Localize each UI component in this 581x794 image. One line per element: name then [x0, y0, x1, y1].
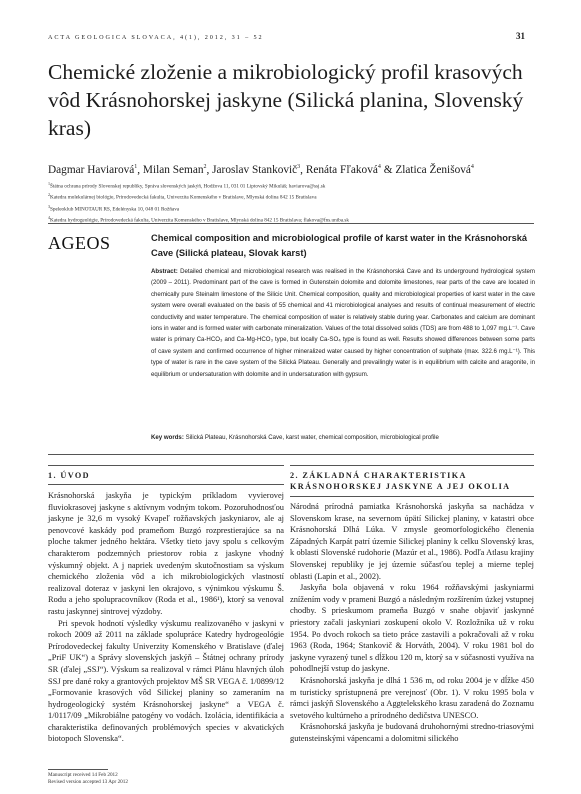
author-list [48, 160, 538, 177]
keywords-text: Silická Plateau, Krásnohorská Cave, karst water, chemical composition, microbiological profile [185, 434, 439, 441]
author: Jaroslav Stankovič$^3$, [212, 163, 306, 176]
paragraph: Národná prírodná pamiatka Krásnohorská jaskyňa sa nachádza v Slovenskom krase, na severnom úpätí Silickej planiny, v katastri obce Krásnohorská Dlhá Lúka. V zmysle geomorfologického členenia Západných Karpát patrí územie Silickej planiny k celku Slovenský kras, k oblasti Slovenské rudohorie (Mazúr et al., 1986). Podľa Atlasu krajiny Slovenskej republiky je jej územie súčasťou teplej a mierne teplej oblasti (Lapin et al., 2002). [290, 502, 534, 581]
page-number: 31 [516, 31, 525, 41]
section-heading-characteristics: 2. ZÁKLADNÁ CHARAKTERISTIKA KRÁSNOHORSKEJ JASKYNE A JEJ OKOLIA [290, 471, 511, 491]
section-rule [290, 465, 534, 466]
abstract-text: Detailed chemical and microbiological research was realised in the Krásnohorská Cave and its underground hydrological system (2009 – 2011). Predominant part of the cave is formed in Gutenstein dolomite and dolomite limestones, rear parts of the cave are located in chemically pure Steinalm limestone of the Silicic Unit. Chemical composition, quality and microbiological properties of karst water in the cave system were overall evaluated on the basis of 55 chemical and 41 microbiological analyses and results of continual measurement of electric conductivity and water temperature. The chemical composition of water is relatively stable during year. Carbonates and calcium are dominant ions in water and is formed water with carbonate mineralization. Values of the total dissolved solids (TDS) are from 488 to 1,097 mg.L⁻¹. Cave water is primary Ca-HCO₃ and Ca-Mg-HCO₃ type, but locally Ca-SO₄ type is found as well. Results showed differences between some parts of cave system and confirmed occurrence of higher mineralized water caused by higher concentration of sulphate (max. 322.6 mg.L⁻¹). This type of water is rare in the cave system of the Silická Plateau. Generally and prevailingly water is in equilibrium with calcite and aragonite, in equilibrium or undersaturation with dolomite and in undersaturation with gypsum. [151, 268, 535, 378]
affiliation: $^4$Katedra hydrogeológie, Prírodovedecká fakulta, Univerzita Komenského v Bratislave, Mlynská dolina 842 15 Bratislava; flakova@fns.uniba.sk [48, 214, 349, 224]
english-title: Chemical composition and microbiological profile of karst water in the Krásnohorská Cave (Silická plateau, Slovak karst) [151, 233, 528, 258]
manuscript-dates [48, 772, 128, 786]
journal-logo: AGEOS [48, 233, 111, 253]
paragraph: Jaskyňa bola objavená v roku 1964 rožňavskými jaskyniarmi znížením vody v prameni Buzgó a následným rozšírením úzkej vstupnej chodby. S prieskumom prameňa Buzgó v snahe objaviť jaskynné priestory začali jaskyniari zoskupení okolo V. Rozložníka už v roku 1954. Po dvoch rokoch sa tieto práce zastavili a pokračovali až v roku 1963 (Roda, 1964; Stankovič & Horváth, 2004). V roku 1981 bol do jaskyne vyrazený tunel s dĺžkou 120 m, ktorý sa v súčasnosti využíva na pohodlnejší vstup do jaskyne. [290, 583, 534, 674]
characteristics-section-body [290, 501, 534, 744]
divider [48, 223, 534, 224]
received-date: Manuscript received 14 Feb 2012 [48, 772, 118, 778]
keywords-label: Key words: [151, 434, 184, 441]
affiliation: $^1$Štátna ochrana prírody Slovenskej republiky, Správa slovenských jaskýň, Hodžova 11, 031 01 Liptovský Mikuláš; haviarova@ssj.sk [48, 181, 326, 190]
divider [48, 454, 534, 455]
intro-section-body [48, 490, 284, 745]
abstract [151, 266, 535, 380]
paragraph: Pri spevok hodnotí výsledky výskumu realizovaného v jaskyni v rokoch 2009 až 2011 na základe spolupráce Katedry hydrogeológie Prírodovedeckej fakulty Univerzity Komenského v Bratislave (ďalej „PriF UK“) a Správy slovenských jaskýň – Štátnej ochrany prírody SR (ďalej „SSJ“). Výskum sa realizoval v rámci Plánu hlavných úloh SSJ pre dané roky a grantových projektov MŠ SR VEGA č. 1/0899/12 „Formovanie krasových vôd Silickej planiny so zameraním na hydrogeologický systém Krásnohorskej jaskyne“ a VEGA č. 1/0117/09 „Mikrobiálne patogény vo vodách. Izolácia, identifikácia a charakteristika definovaných problémových species v akvatických biotopoch Slovenska“. [48, 618, 284, 744]
footnote-rule [48, 769, 108, 770]
author: Dagmar Haviarová$^1$, [48, 163, 143, 176]
paragraph: Krásnohorská jaskyňa je typickým príkladom vyvierovej fluviokrasovej jaskyne s aktívnym vodným tokom. Pozoruhodnosťou jaskyne je 32,6 m vysoký Kvapeľ rožňavských jaskyniarov, ale aj penovcové kaskády pod prameňom Buzgó rozprestierajúce sa na ploche takmer jedného hektára. Všetky tieto javy spolu s celkovým charakterom podzemných priestorov robia z jaskyne vhodný výskumný objekt. A j napriek uvedeným skutočnostiam sa výskum chemického zloženia vôd a ich mikrobiologických vlastností realizoval doteraz v jaskyni len okrajovo, s výnimkou výskumu Š. Rodu a jeho spolupracovníkov (Roda et al., 1986¹), ktorý sa venoval rastu jaskynnej sintrovej výzdoby. [48, 491, 284, 616]
section-heading-intro: 1. ÚVOD [48, 471, 90, 480]
revised-date: Revised version accepted 13 Apr 2012 [48, 778, 128, 785]
affiliation: $^3$Speleoklub MINOTAUR RS, Edelényska 10, 048 01 Rožňava [48, 203, 180, 213]
paragraph: Krásnohorská jaskyňa je budovaná druhohornými stredno-triasovými gutensteinskými vápencami a dolomitmi silického [290, 722, 534, 743]
paragraph: Krásnohorská jaskyňa je dlhá 1 536 m, od roku 2004 je v dĺžke 450 m turisticky sprístupnená pre verejnosť (Obr. 1). V roku 1995 bola v rámci jaskýň Slovenského a Aggtelekského krasu zaradená do Zoznamu svetového kultúrneho a prírodného dedičstva UNESCO. [290, 675, 534, 720]
abstract-label: Abstract: [151, 268, 178, 275]
author: Renáta Fľaková$^4$ & [305, 163, 396, 176]
affiliations [48, 180, 548, 225]
section-rule [48, 484, 284, 485]
keywords [151, 433, 535, 443]
article-title: Chemické zloženie a mikrobiologický profil krasových vôd Krásnohorskej jaskyne (Silická planina, Slovenský kras) [48, 60, 524, 140]
author: Milan Seman$^2$, [142, 163, 213, 176]
section-rule [48, 465, 284, 466]
author: Zlatica Ženišová$^4$ [395, 163, 474, 176]
section-rule [290, 496, 534, 497]
affiliation: $^2$Katedra molekulárnej biológie, Prírodovedecká fakulta, Univerzita Komenského v Bratislave, Mlynská dolina 842 15 Bratislava [48, 192, 317, 202]
running-head: ACTA GEOLOGICA SLOVACA, 4(1), 2012, 31 – 52 [48, 34, 264, 41]
